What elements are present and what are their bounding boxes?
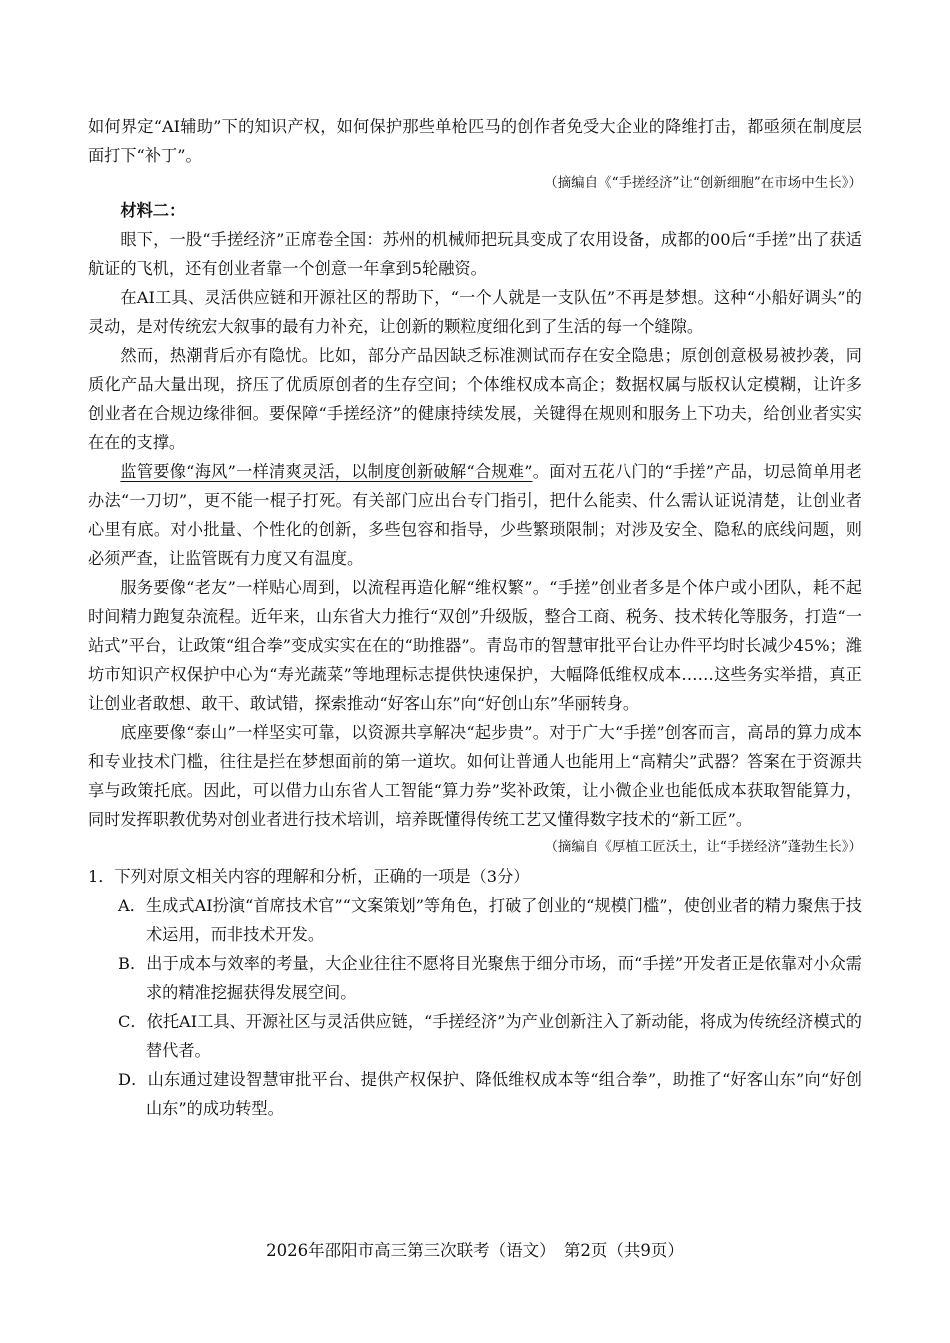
material2-paragraph-2: 在AI工具、灵活供应链和开源社区的帮助下，“一个人就是一支队伍”不再是梦想。这种“小船好调头”的灵动，是对传统宏大叙事的最有力补充，让创新的颗粒度细化到了生活的每一个缝隙。 bbox=[88, 288, 862, 336]
material1-closing-paragraph: 如何界定“AI辅助”下的知识产权，如何保护那些单枪匹马的创作者免受大企业的降维打击，都亟须在制度层面打下“补丁”。 bbox=[88, 117, 862, 165]
question-1-stem: 1．下列对原文相关内容的理解和分析，正确的一项是（3分） bbox=[88, 867, 530, 886]
material2-paragraph-4 bbox=[88, 457, 862, 573]
material2-heading: 材料二： bbox=[120, 201, 186, 220]
question-1-option-d: D．山东通过建设智慧审批平台、提供产权保护、降低维权成本等“组合拳”，助推了“好客山东”向“好创山东”的成功转型。 bbox=[118, 1070, 862, 1118]
page-footer: 2026年邵阳市高三第三次联考（语文） 第2页（共9页） bbox=[266, 1241, 684, 1260]
material2-paragraph-1: 眼下，一股“手搓经济”正席卷全国：苏州的机械师把玩具变成了农用设备，成都的00后“手搓”出了获适航证的飞机，还有创业者靠一个创意一年拿到5轮融资。 bbox=[88, 230, 862, 278]
material2-source: （摘编自《厚植工匠沃土，让“手搓经济”蓬勃生长》） bbox=[544, 839, 862, 855]
question-1-option-b: B．出于成本与效率的考量，大企业往往不愿将目光聚焦于细分市场，而“手搓”开发者正是依靠对小众需求的精准挖掘获得发展空间。 bbox=[118, 954, 862, 1002]
material2-paragraph-6: 底座要像“泰山”一样坚实可靠，以资源共享解决“起步贵”。对于广大“手搓”创客而言，高昂的算力成本和专业技术门槛，往往是拦在梦想面前的第一道坎。如何让普通人也能用上“高精尖”武器？答案在于资源共享与政策托底。因此，可以借力山东省人工智能“算力券”奖补政策，让小微企业也能低成本获取智能算力，同时发挥职教优势对创业者进行技术培训，培养既懂得传统工艺又懂得数字技术的“新工匠”。 bbox=[88, 723, 862, 829]
material2-paragraph-5: 服务要像“老友”一样贴心周到，以流程再造化解“维权繁”。“手搓”创业者多是个体户或小团队，耗不起时间精力跑复杂流程。近年来，山东省大力推行“双创”升级版，整合工商、税务、技术转化等服务，打造“一站式”平台，让政策“组合拳”变成实实在在的“助推器”。青岛市的智慧审批平台让办件平均时长减少45%；潍坊市知识产权保护中心为“寿光蔬菜”等地理标志提供快速保护，大幅降低维权成本……这些务实举措，真正让创业者敢想、敢干、敢试错，探索推动“好客山东”向“好创山东”华丽转身。 bbox=[88, 578, 862, 713]
material2-paragraph-3: 然而，热潮背后亦有隐忧。比如，部分产品因缺乏标准测试而存在安全隐患；原创创意极易被抄袭，同质化产品大量出现，挤压了优质原创者的生存空间；个体维权成本高企；数据权属与版权认定模糊，让许多创业者在合规边缘徘徊。要保障“手搓经济”的健康持续发展，关键得在规则和服务上下功夫，给创业者实实在在的支撑。 bbox=[88, 346, 862, 452]
underlined-sentence: 监管要像“海风”一样清爽灵活，以制度创新破解“合规难” bbox=[120, 462, 533, 481]
question-1-option-a: A．生成式AI扮演“首席技术官”“文案策划”等角色，打破了创业的“规模门槛”，使创业者的精力聚焦于技术运用，而非技术开发。 bbox=[118, 896, 862, 944]
paragraph-4-rest: 。面对五花八门的“手搓”产品，切忌简单用老办法“一刀切”，更不能一棍子打死。有关部门应出台专门指引，把什么能卖、什么需认证说清楚，让创业者心里有底。对小批量、个性化的创新，多些包容和指导，少些繁琐限制；对涉及安全、隐私的底线问题，则必须严查，让监管既有力度又有温度。 bbox=[88, 462, 862, 568]
material1-source: （摘编自《“手搓经济”让“创新细胞”在市场中生长》） bbox=[544, 175, 862, 191]
question-1-option-c: C．依托AI工具、开源社区与灵活供应链，“手搓经济”为产业创新注入了新动能，将成为传统经济模式的替代者。 bbox=[118, 1012, 862, 1060]
page-content bbox=[88, 112, 862, 1123]
